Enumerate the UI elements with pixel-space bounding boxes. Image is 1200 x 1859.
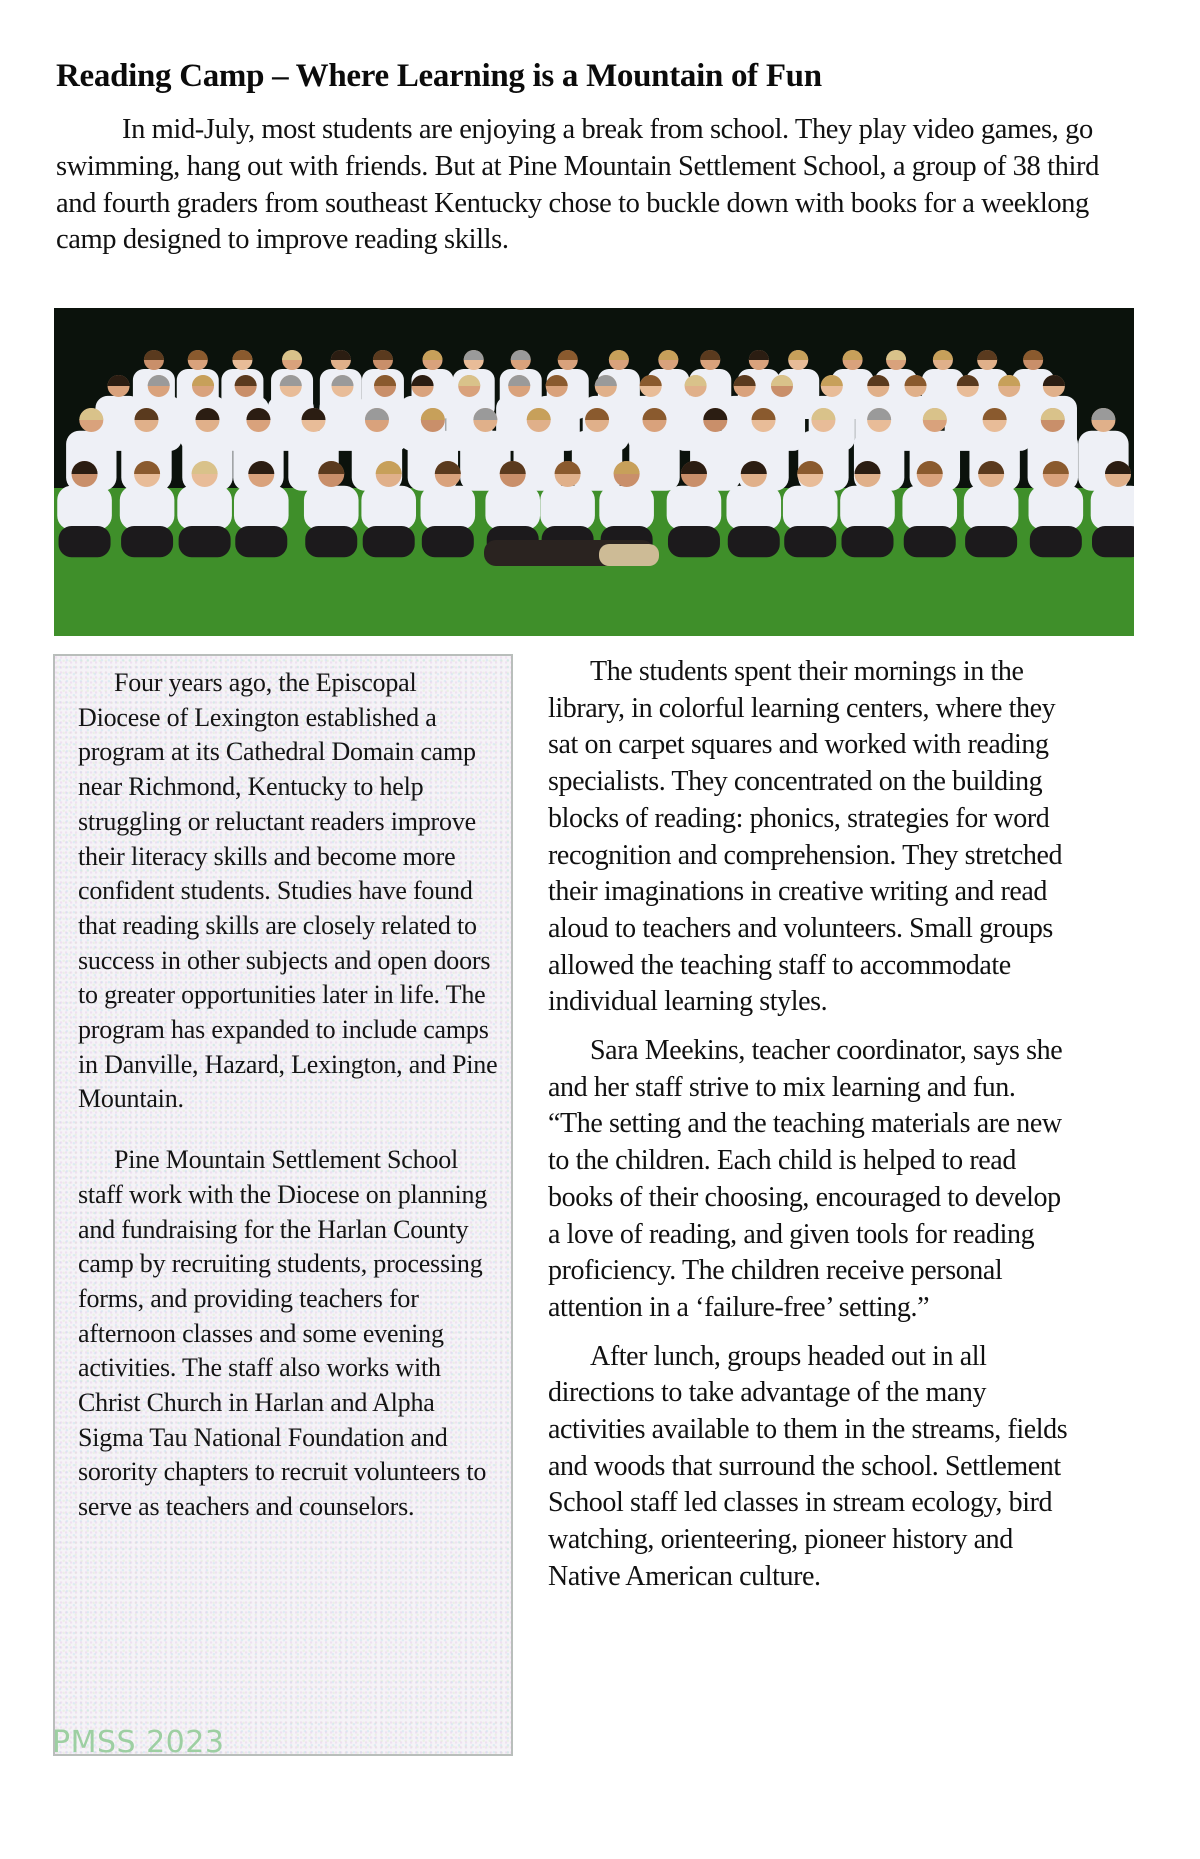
photo-person-shirt <box>1091 486 1134 530</box>
photo-person-shirt <box>840 486 895 530</box>
sidebar-box <box>53 654 513 1756</box>
photo-person-shirt <box>304 486 359 530</box>
sidebar-text <box>78 666 498 1551</box>
group-photo <box>54 308 1134 636</box>
photo-person-legs <box>1030 526 1082 557</box>
group-photo-illustration <box>54 308 1134 636</box>
photo-person-shirt <box>572 431 622 491</box>
photo-person-legs <box>784 526 836 557</box>
main-paragraph: The students spent their mornings in the library, in colorful learning centers, where they sat on carpet squares and worked with reading specialists. They concentrated on the building blocks of reading: phonics, strategies for word recognition and comprehension. They stretched their imaginations in creative writing and read aloud to teachers and volunteers. Small groups allowed the teaching staff to accommodate individual learning styles. <box>548 656 1063 1018</box>
photo-person-shirt <box>599 486 654 530</box>
intro-paragraph: In mid-July, most students are enjoying a break from school. They play video games, go swimming, hang out with friends. But at Pine Mountain Settlement School, a group of 38 third and fourth graders from southeast Kentucky chose to buckle down with books for a weeklong camp designed to improve reading skills. <box>56 114 1099 256</box>
photo-person-shirt <box>57 486 112 530</box>
photo-reclining-person <box>484 540 659 566</box>
photo-person-shirt <box>964 486 1019 530</box>
main-paragraph: Sara Meekins, teacher coordinator, says she and her staff strive to mix learning and fun. “The setting and the teaching materials are new to the children. Each child is helped to read books of their choosing, encouraged to develop a love of reading, and given tools for reading proficiency. The children receive personal attention in a ‘failure-free’ setting.” <box>548 1035 1063 1323</box>
photo-person-shirt <box>421 486 476 530</box>
photo-person-shirt <box>540 486 595 530</box>
photo-person-legs <box>728 526 780 557</box>
main-paragraph: After lunch, groups headed out in all directions to take advantage of the many activities available to them in the streams, fields and woods that surround the school. Settlement School staff led classes in stream ecology, bird watching, orienteering, pioneer history and Native American culture. <box>548 1340 1068 1592</box>
photo-person-shirt <box>783 486 838 530</box>
sidebar-paragraph: Four years ago, the Episcopal Diocese of Lexington established a program at its Cathedral Domain camp near Richmond, Kentucky to help struggling or reluctant readers improve their literacy skills and become more confident students. Studies have found that reading skills are closely related to success in other subjects and open doors to greater opportunities later in life. The program has expanded to include camps in Danville, Hazard, Lexington, and Pine Mountain. <box>78 668 498 1114</box>
photo-person-shirt <box>902 486 957 530</box>
photo-person-legs <box>965 526 1017 557</box>
photo-person-shirt <box>361 486 416 530</box>
main-column <box>548 654 1068 1608</box>
photo-person-shirt <box>667 486 722 530</box>
photo-person-legs <box>668 526 720 557</box>
photo-person-legs <box>179 526 231 557</box>
photo-person-shirt <box>234 486 289 530</box>
photo-person-shirt <box>1029 486 1084 530</box>
photo-person-legs <box>1092 526 1134 557</box>
article-headline: Reading Camp – Where Learning is a Mountain of Fun <box>56 58 822 94</box>
photo-person-legs <box>59 526 111 557</box>
sidebar-paragraph: Pine Mountain Settlement School staff work with the Diocese on planning and fundraising for the Harlan County camp by recruiting students, processing forms, and providing teachers for afternoon classes and some evening activities. The staff also works with Christ Church in Harlan and Alpha Sigma Tau National Foundation and sorority chapters to recruit volunteers to serve as teachers and counselors. <box>78 1145 488 1522</box>
photo-person-legs <box>422 526 474 557</box>
photo-person-legs <box>235 526 287 557</box>
photo-person-shirt <box>120 486 175 530</box>
watermark: PMSS 2023 <box>52 1725 225 1760</box>
photo-person-legs <box>841 526 893 557</box>
photo-person-legs <box>121 526 173 557</box>
photo-person-legs <box>363 526 415 557</box>
photo-person-legs <box>305 526 357 557</box>
photo-person-legs <box>904 526 956 557</box>
photo-person-shirt <box>177 486 232 530</box>
photo-person-shirt <box>726 486 781 530</box>
photo-person-shirt <box>485 486 540 530</box>
